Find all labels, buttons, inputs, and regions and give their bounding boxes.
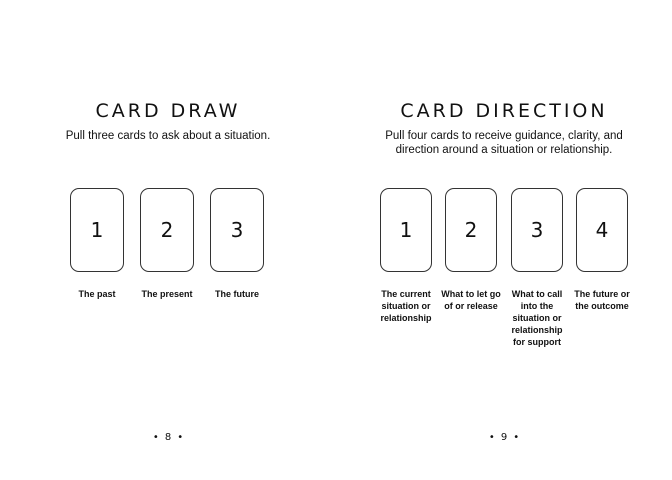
card-1 xyxy=(70,188,124,272)
page-subtitle xyxy=(356,129,652,157)
card-label-1: The current situation or relationship xyxy=(380,289,432,323)
page-title: CARD DIRECTION xyxy=(400,100,608,122)
card-2 xyxy=(140,188,194,272)
card-2 xyxy=(445,188,497,272)
card-number: 2 xyxy=(464,218,478,242)
card-number: 3 xyxy=(230,218,244,242)
page-number xyxy=(0,432,336,443)
bullet-icon: • xyxy=(177,432,184,443)
subtitle-line: direction around a situation or relationship. xyxy=(395,144,613,156)
card-4 xyxy=(576,188,628,272)
card-number: 4 xyxy=(595,218,609,242)
card-label-3: The future xyxy=(215,289,259,299)
card-number: 1 xyxy=(90,218,104,242)
card-label-2: The present xyxy=(141,289,193,299)
card-label-2: What to let go of or release xyxy=(441,289,501,311)
card-3 xyxy=(511,188,563,272)
page-title: CARD DRAW xyxy=(95,100,241,122)
page-number-value: 8 xyxy=(164,432,172,443)
right-page xyxy=(336,0,672,480)
card-number: 2 xyxy=(160,218,174,242)
page-number-value: 9 xyxy=(500,432,508,443)
bullet-icon: • xyxy=(513,432,520,443)
card-3 xyxy=(210,188,264,272)
card-number: 1 xyxy=(399,218,413,242)
card-label-3: What to call into the situation or relationship for support xyxy=(511,289,563,347)
card-number: 3 xyxy=(530,218,544,242)
subtitle-line: Pull four cards to receive guidance, clarity, and xyxy=(385,130,623,142)
card-1 xyxy=(380,188,432,272)
page-number xyxy=(336,432,672,443)
bullet-icon: • xyxy=(152,432,159,443)
bullet-icon: • xyxy=(488,432,495,443)
page-subtitle: Pull three cards to ask about a situation. xyxy=(65,130,271,142)
card-label-4: The future or the outcome xyxy=(574,289,630,311)
card-label-1: The past xyxy=(78,289,116,299)
